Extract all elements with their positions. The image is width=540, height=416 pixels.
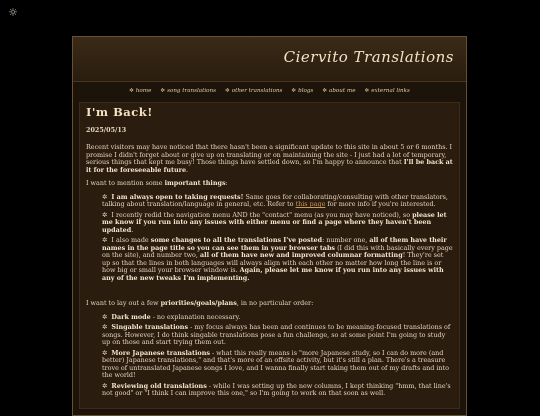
star-icon: ✲ bbox=[102, 323, 108, 331]
mention-end: : bbox=[225, 179, 228, 187]
item-bold: all of them have new and improved columnar formatting bbox=[200, 251, 403, 259]
site-title[interactable]: Ciervito Translations bbox=[283, 48, 454, 66]
item-text: : number one, bbox=[322, 236, 368, 244]
post-heading: I'm Back! bbox=[86, 105, 153, 119]
item-text: - what this really means is "more Japanese study, so I can do more (and better) Japanese translations," and that's more of an offsite activity, but it's still a plan. There's a treasure trove of untranslated Japanese songs I love, and I wanna finally start taking them out of my drafts and into the world! bbox=[102, 348, 449, 379]
plans-end: , in no particular order: bbox=[236, 299, 314, 307]
star-icon: ✲ bbox=[225, 88, 230, 94]
theme-toggle-icon[interactable]: ☼ bbox=[8, 6, 18, 19]
star-icon: ✲ bbox=[102, 381, 108, 390]
item-text: I recently redid the navigation menu AND the "contact" menu (as you may have noticed), so bbox=[111, 210, 411, 219]
item-text: - my focus always has been and continues to be meaning-focused translations of songs. However, I do think singable translations pose a fun challenge, so at some point I'm going to study up on those and start trying them out. bbox=[102, 323, 451, 346]
list-item bbox=[102, 324, 453, 347]
nav-item-blogs[interactable] bbox=[291, 88, 313, 94]
item-text: ! They're set up so that the lines in both languages will always align with each other no matter how long the line is or how big or small your browser window is. bbox=[102, 251, 444, 274]
list-item bbox=[102, 350, 453, 380]
nav-item-other-translations[interactable] bbox=[225, 88, 282, 94]
star-icon: ✲ bbox=[129, 88, 134, 94]
intro-text: Recent visitors may have noticed that there hasn't been a significant update to this site in about 5 or 6 months. I promise I didn't forget about or give up on translating or on maintaining the site - I just had a lot of temporary, serious things that kept me busy! Those things have settled down, so I'm happy to announce that bbox=[86, 143, 453, 166]
plans-bold: priorities/goals/plans bbox=[160, 299, 237, 307]
list-item bbox=[102, 314, 453, 322]
item-text: - no explanation necessary. bbox=[152, 312, 241, 321]
item-bold: Dark mode bbox=[111, 312, 151, 321]
plans-list bbox=[86, 314, 453, 398]
nav-item-about-me[interactable] bbox=[322, 88, 355, 94]
nav-item-label: external links bbox=[371, 88, 410, 94]
item-text: I also made bbox=[111, 236, 149, 244]
site-header bbox=[73, 37, 466, 82]
list-item bbox=[102, 212, 453, 235]
list-item bbox=[102, 237, 453, 282]
list-item bbox=[102, 194, 453, 209]
nav-item-label: other translations bbox=[231, 88, 283, 94]
intro-end: . bbox=[186, 165, 189, 174]
mention-bold: important things bbox=[164, 179, 226, 187]
post-date: 2025/05/13 bbox=[86, 125, 127, 134]
star-icon: ✲ bbox=[291, 88, 297, 94]
item-bold: More Japanese translations bbox=[111, 348, 210, 357]
blog-post bbox=[79, 102, 460, 409]
star-icon: ✲ bbox=[102, 312, 108, 321]
item-text: (I did this with basically every page on the site), and number two, bbox=[102, 243, 453, 259]
important-list bbox=[86, 194, 453, 283]
nav-item-label: song translations bbox=[167, 88, 217, 94]
star-icon: ✲ bbox=[364, 88, 370, 94]
star-icon: ✲ bbox=[322, 88, 327, 94]
item-bold: Singable translations bbox=[111, 323, 189, 331]
plans-text: I want to lay out a few bbox=[86, 299, 159, 307]
star-icon: ✲ bbox=[160, 88, 166, 94]
item-text: for more info if you're interested. bbox=[327, 200, 436, 208]
item-text: - while I was setting up the new columns, I kept thinking "hmm, that line's not good" or "I think I can improve this one," so I'm going to work on that soon as well. bbox=[102, 381, 451, 397]
nav-item-label: blogs bbox=[298, 88, 314, 94]
star-icon: ✲ bbox=[102, 348, 108, 357]
nav-item-label: about me bbox=[329, 88, 356, 94]
main-navigation bbox=[73, 83, 466, 99]
nav-item-home[interactable] bbox=[129, 88, 151, 94]
mention-text: I want to mention some bbox=[86, 179, 163, 187]
item-bold: all of them have their names in the page title so you can see them in your browser tabs bbox=[102, 236, 447, 252]
nav-item-label: home bbox=[135, 88, 152, 94]
star-icon: ✲ bbox=[102, 236, 108, 244]
site-frame bbox=[72, 36, 467, 416]
item-bold: Reviewing old translations bbox=[111, 381, 207, 390]
mention-paragraph bbox=[86, 180, 453, 188]
item-bold: some changes to all the translations I've posted bbox=[150, 236, 323, 244]
item-bold: Again, please let me know if you run into any issues with any of the new tweaks I'm implementing. bbox=[102, 266, 444, 282]
item-bold: please let me know if you run into any issues with either menu or find a page where they haven't been updated bbox=[102, 210, 447, 234]
star-icon: ✲ bbox=[102, 192, 108, 201]
intro-bold: I'll be back at it for the foreseeable future bbox=[86, 158, 453, 174]
list-item bbox=[102, 383, 453, 398]
item-bold: I am always open to taking requests! bbox=[111, 192, 244, 201]
item-text: . bbox=[131, 225, 134, 234]
plans-paragraph bbox=[86, 300, 453, 308]
star-icon: ✲ bbox=[102, 210, 108, 219]
intro-paragraph bbox=[86, 144, 453, 174]
item-text: Same goes for collaborating/consulting with other translators, talking about translation/language in general, etc. Refer to bbox=[102, 192, 448, 208]
nav-item-song-translations[interactable] bbox=[160, 88, 216, 94]
requests-page-link[interactable]: this page bbox=[295, 200, 326, 208]
nav-item-external-links[interactable] bbox=[365, 88, 410, 94]
